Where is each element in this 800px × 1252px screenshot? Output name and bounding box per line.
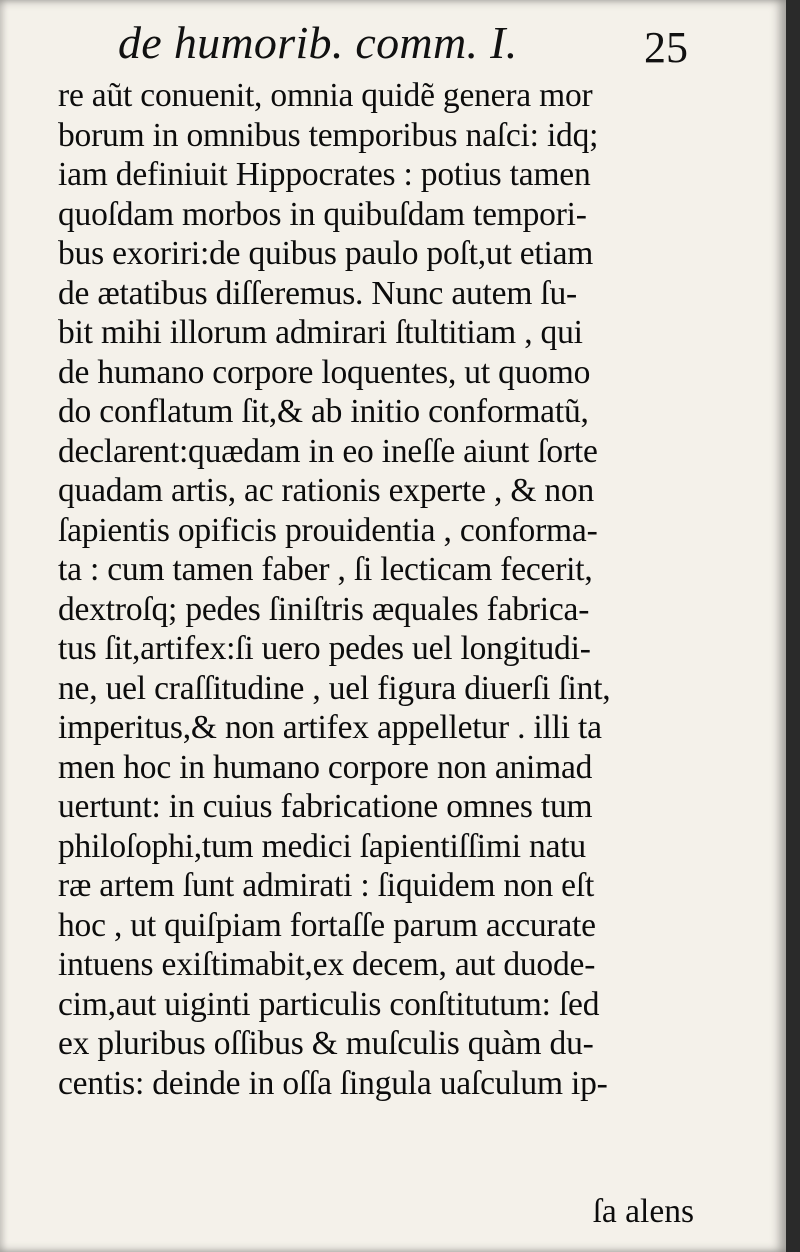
text-line: hoc , ut quiſpiam fortaſſe parum accurate <box>58 906 596 944</box>
text-line: bit mihi illorum admirari ſtultitiam , qui <box>58 314 583 351</box>
catchword: ſa alens <box>592 1193 694 1230</box>
text-line: philoſophi,tum medici ſapientiſſimi natu <box>58 827 586 865</box>
text-line: uertunt: in cuius fabricatione omnes tum <box>58 788 593 825</box>
text-line: intuens exiſtimabit,ex decem, aut duode- <box>58 946 596 983</box>
text-line: men hoc in humano corpore non animad <box>58 748 593 786</box>
text-line: ſapientis opificis prouidentia , conforma- <box>58 511 598 549</box>
text-line: tus ſit,artifex:ſi uero pedes uel longitudi- <box>58 630 591 667</box>
text-line: do conflatum ſit,& ab initio conformatũ, <box>58 393 589 430</box>
text-line: ta : cum tamen faber , ſi lecticam fecerit, <box>58 551 593 588</box>
page-number: 25 <box>644 23 688 72</box>
text-line: declarent:quædam in eo ineſſe aiunt ſorte <box>58 432 598 470</box>
text-line: centis: deinde in oſſa ſingula uaſculum ip- <box>58 1064 608 1102</box>
text-line: quoſdam morbos in quibuſdam tempori- <box>58 195 587 233</box>
text-line: quadam artis, ac rationis experte , & non <box>58 472 594 509</box>
text-line: iam definiuit Hippocrates : potius tamen <box>58 156 591 193</box>
text-line: bus exoriri:de quibus paulo poſt,ut etiam <box>58 235 594 272</box>
text-line: cim,aut uiginti particulis conſtitutum: ſed <box>58 985 600 1023</box>
text-line: ex pluribus oſſibus & muſculis quàm du- <box>58 1025 594 1062</box>
text-line: de humano corpore loquentes, ut quomo <box>58 353 591 391</box>
text-line: ræ artem ſunt admirati : ſiquidem non eſt <box>58 867 595 904</box>
text-line: ne, uel craſſitudine , uel figura diuerſi ſint, <box>58 669 611 707</box>
text-line: re aũt conuenit, omnia quidẽ genera mor <box>58 77 593 114</box>
text-line: dextroſq; pedes ſiniſtris æquales fabrica- <box>58 590 590 628</box>
body-text <box>58 76 720 1103</box>
page-header <box>118 14 686 74</box>
text-line: imperitus,& non artifex appelletur . illi ta <box>58 709 602 746</box>
text-line: borum in omnibus temporibus naſci: idq; <box>58 116 599 154</box>
running-head: de humorib. comm. I. <box>118 17 518 68</box>
text-line: de ætatibus diſſeremus. Nunc autem ſu- <box>58 274 577 312</box>
